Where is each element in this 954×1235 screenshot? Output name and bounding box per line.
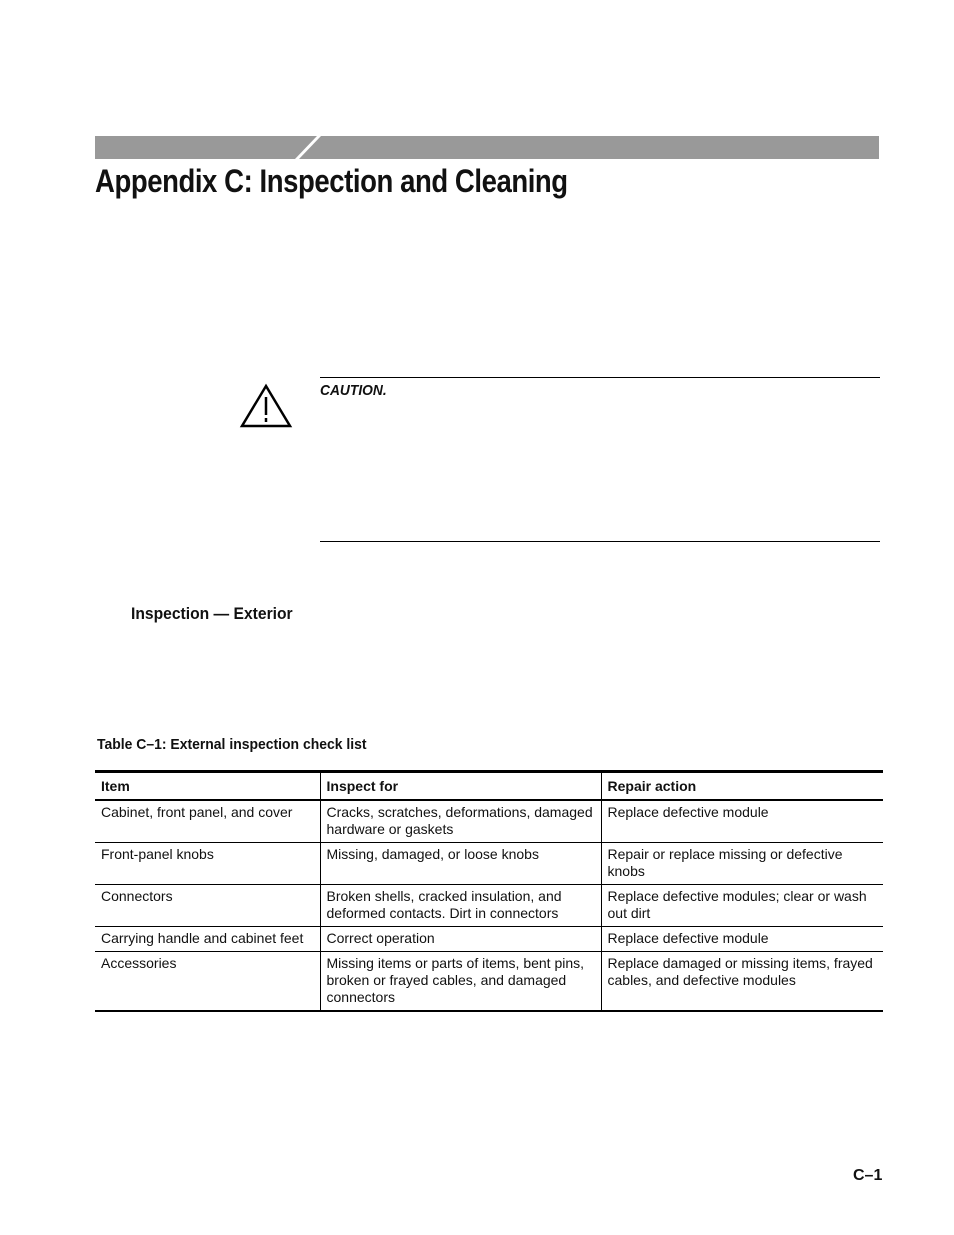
warning-triangle-icon: [239, 383, 293, 429]
table-row: [95, 952, 883, 1012]
cell-inspect-for: Missing items or parts of items, bent pins, broken or frayed cables, and damaged connectors: [320, 952, 601, 1012]
inspection-checklist-table: [95, 770, 883, 1012]
cell-inspect-for: Broken shells, cracked insulation, and deformed contacts. Dirt in connectors: [320, 885, 601, 927]
cell-repair-action: Replace damaged or missing items, frayed cables, and defective modules: [601, 952, 883, 1012]
table-caption: Table C–1: External inspection check list: [97, 736, 367, 753]
cell-repair-action: Replace defective module: [601, 800, 883, 843]
cell-repair-action: Repair or replace missing or defective knobs: [601, 843, 883, 885]
table-row: [95, 885, 883, 927]
caution-label: CAUTION.: [320, 382, 387, 399]
section-heading: Inspection — Exterior: [131, 604, 293, 623]
cell-item: Cabinet, front panel, and cover: [95, 800, 320, 843]
table-row: [95, 800, 883, 843]
table-row: [95, 843, 883, 885]
page-number: C–1: [853, 1167, 883, 1184]
table-header-row: [95, 772, 883, 801]
cell-inspect-for: Missing, damaged, or loose knobs: [320, 843, 601, 885]
caution-bottom-rule: [320, 541, 880, 542]
table-row: [95, 927, 883, 952]
caution-top-rule: [320, 377, 880, 378]
cell-item: Carrying handle and cabinet feet: [95, 927, 320, 952]
chapter-header-bar: [95, 136, 879, 159]
cell-item: Accessories: [95, 952, 320, 1012]
column-header-inspect-for: Inspect for: [320, 772, 601, 801]
cell-inspect-for: Cracks, scratches, deformations, damaged hardware or gaskets: [320, 800, 601, 843]
cell-item: Connectors: [95, 885, 320, 927]
cell-repair-action: Replace defective modules; clear or wash out dirt: [601, 885, 883, 927]
column-header-repair-action: Repair action: [601, 772, 883, 801]
column-header-item: Item: [95, 772, 320, 801]
cell-item: Front-panel knobs: [95, 843, 320, 885]
page-title: Appendix C: Inspection and Cleaning: [95, 163, 568, 199]
cell-repair-action: Replace defective module: [601, 927, 883, 952]
cell-inspect-for: Correct operation: [320, 927, 601, 952]
